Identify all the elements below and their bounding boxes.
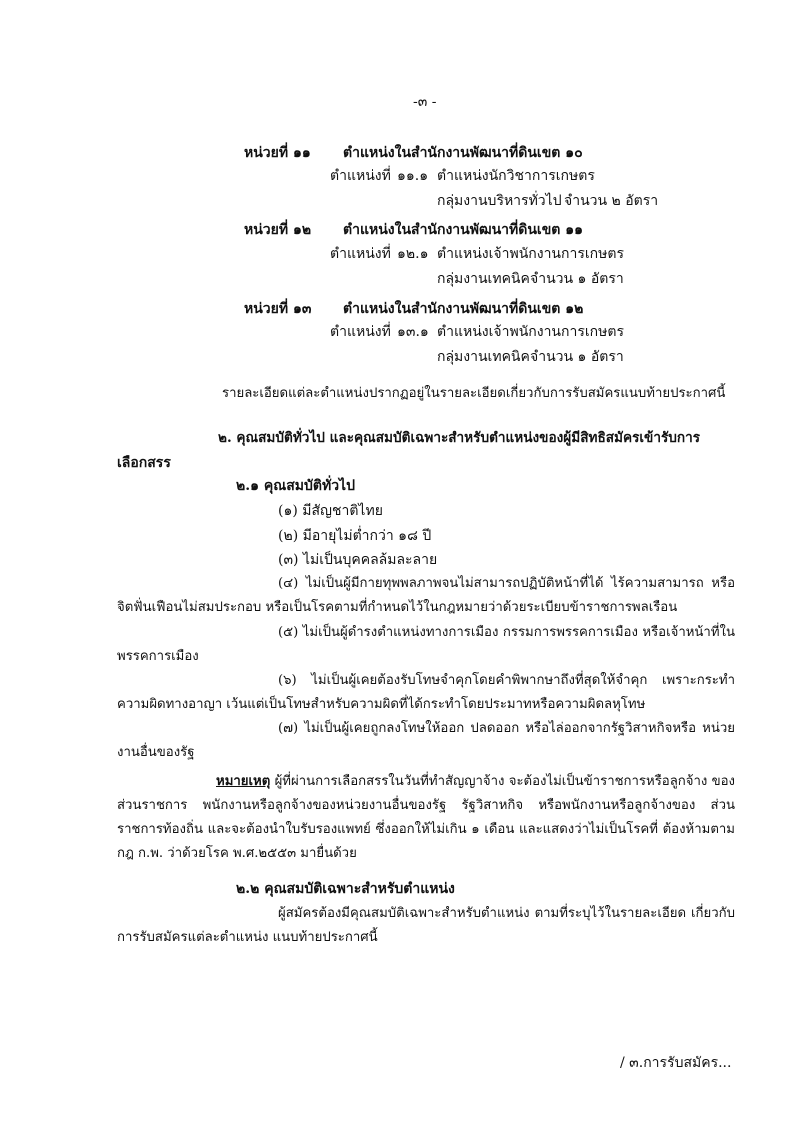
- unit-12-position-label: ตำแหน่งที่: [330, 246, 391, 262]
- unit-13-office: ตำแหน่งในสำนักงานพัฒนาที่ดินเขต ๑๒: [343, 301, 584, 317]
- unit-11-group: กลุ่มงานบริหารทั่วไป: [437, 193, 562, 209]
- qualification-item: (๔) ไม่เป็นผู้มีกายทุพพลภาพจนไม่สามารถปฏิบัติหน้าที่ได้ ไร้ความสามารถ หรือจิตฟั่นเฟือนไม่สมประกอบ หรือเป็นโรคตามที่กำหนดไว้ในกฎหมายว่าด้วยระเบียบข้าราชการพลเรือน: [117, 576, 735, 615]
- qualification-item: (๗) ไม่เป็นผู้เคยถูกลงโทษให้ออก ปลดออก หรือไล่ออกจากรัฐวิสาหกิจหรือ หน่วยงานอื่นของรัฐ: [117, 721, 735, 760]
- unit-11-office: ตำแหน่งในสำนักงานพัฒนาที่ดินเขต ๑๐: [343, 145, 583, 161]
- qualification-item: (๒) มีอายุไม่ต่ำกว่า ๑๘ ปี: [278, 528, 432, 544]
- qualification-item: (๓) ไม่เป็นบุคคลล้มละลาย: [278, 552, 438, 568]
- unit-13-label: หน่วยที่ ๑๓: [244, 301, 312, 317]
- details-note: รายละเอียดแต่ละตำแหน่งปรากฏอยู่ในรายละเอียดเกี่ยวกับการรับสมัครแนบท้ายประกาศนี้: [222, 386, 726, 401]
- unit-12-office: ตำแหน่งในสำนักงานพัฒนาที่ดินเขต ๑๑: [343, 222, 584, 238]
- remark-label: หมายเหตุ: [216, 774, 271, 789]
- subsection-2-2-heading: ๒.๒ คุณสมบัติเฉพาะสำหรับตำแหน่ง: [236, 881, 455, 897]
- qualification-item: (๕) ไม่เป็นผู้ดำรงตำแหน่งทางการเมือง กรรมการพรรคการเมือง หรือเจ้าหน้าที่ใน พรรคการเมือง: [117, 625, 735, 664]
- remark-paragraph: [117, 770, 735, 866]
- unit-12-position-no: ๑๒.๑: [397, 246, 429, 262]
- unit-12-position-name: ตำแหน่งเจ้าพนักงานการเกษตร: [437, 246, 624, 262]
- continuation-note: / ๓.การรับสมัคร...: [620, 1055, 732, 1071]
- unit-13-group: กลุ่มงานเทคนิค: [437, 349, 530, 365]
- qualification-item: (๖) ไม่เป็นผู้เคยต้องรับโทษจำคุกโดยคำพิพากษาถึงที่สุดให้จำคุก เพราะกระทำ ความผิดทางอาญา เว้นแต่เป็นโทษสำหรับความผิดที่ได้กระทำโดยประมาทหรือความผิดลหุโทษ: [117, 673, 735, 712]
- section-2-heading: ๒. คุณสมบัติทั่วไป และคุณสมบัติเฉพาะสำหรับตำแหน่งของผู้มีสิทธิสมัครเข้ารับการ: [218, 430, 701, 446]
- unit-11-position-no: ๑๑.๑: [397, 168, 429, 184]
- qualification-item: (๑) มีสัญชาติไทย: [278, 503, 383, 519]
- unit-11-label: หน่วยที่ ๑๑: [244, 145, 311, 161]
- subsection-2-1-heading: ๒.๑ คุณสมบัติทั่วไป: [236, 478, 355, 494]
- unit-13-position-label: ตำแหน่งที่: [330, 324, 391, 340]
- unit-12-quota: จำนวน ๑ อัตรา: [530, 271, 624, 287]
- section-2-heading-cont: เลือกสรร: [117, 455, 171, 471]
- unit-11-quota: จำนวน ๒ อัตรา: [564, 193, 659, 209]
- unit-11-position-name: ตำแหน่งนักวิชาการเกษตร: [437, 168, 595, 184]
- unit-12-label: หน่วยที่ ๑๒: [244, 222, 312, 238]
- remark-text: ผู้ที่ผ่านการเลือกสรรในวันที่ทำสัญญาจ้าง จะต้องไม่เป็นข้าราชการหรือลูกจ้าง ของส่วนราชการ พนักงานหรือลูกจ้างของหน่วยงานอื่นของรัฐ รัฐวิสาหกิจ หรือพนักงานหรือลูกจ้างของ ส่วนราชการท้องถิ่น และจะต้องนำใบรับรองแพทย์ ซึ่งออกให้ไม่เกิน ๑ เดือน และแสดงว่าไม่เป็นโรคที่ ต้องห้ามตามกฎ ก.พ. ว่าด้วยโรค พ.ศ.๒๕๕๓ มายื่นด้วย: [117, 774, 735, 861]
- unit-13-position-no: ๑๓.๑: [397, 324, 429, 340]
- subsection-2-2-text: ผู้สมัครต้องมีคุณสมบัติเฉพาะสำหรับตำแหน่ง ตามที่ระบุไว้ในรายละเอียด เกี่ยวกับการรับสมัครแต่ละตำแหน่ง แนบท้ายประกาศนี้: [117, 906, 735, 945]
- unit-13-position-name: ตำแหน่งเจ้าพนักงานการเกษตร: [437, 324, 624, 340]
- unit-12-group: กลุ่มงานเทคนิค: [437, 271, 530, 287]
- page-number: -๓ -: [413, 94, 437, 110]
- unit-13-quota: จำนวน ๑ อัตรา: [530, 349, 624, 365]
- unit-11-position-label: ตำแหน่งที่: [330, 168, 391, 184]
